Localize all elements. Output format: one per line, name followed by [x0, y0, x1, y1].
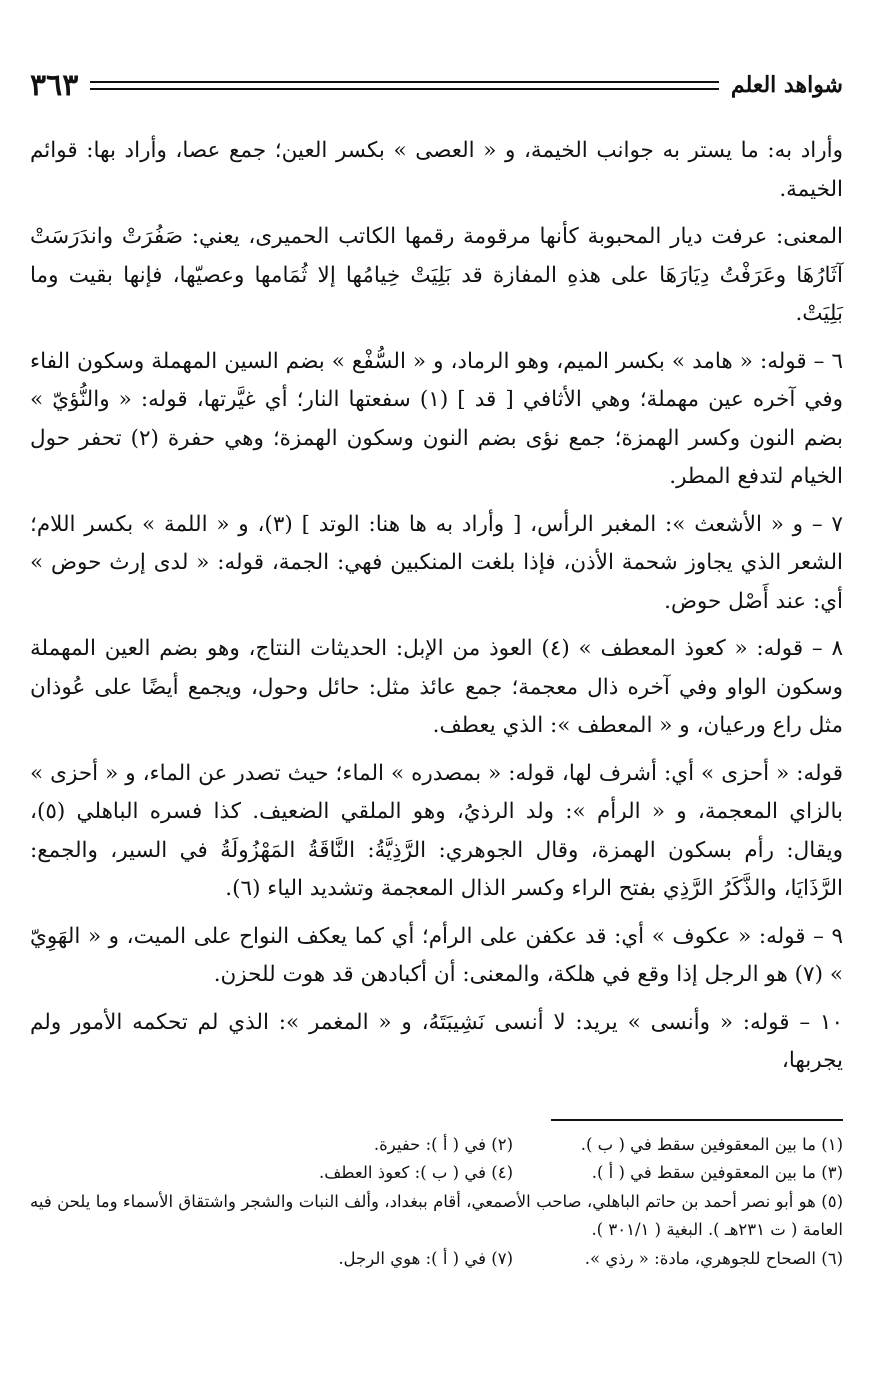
paragraph: المعنى: عرفت ديار المحبوبة كأنها مرقومة رقمها الكاتب الحميرى، يعني: صَفُرَتْ واندَرَسَتْ آثَارُهَا وعَرَفْتُ دِيَارَهَا على هذهِ المفازة قد بَلِيَتْ خِيامُها إلا ثُمَامها وعصيّها، فإنها بقيت وما بَلِيَتْ.	[30, 224, 843, 326]
book-page	[30, 60, 843, 1273]
main-text	[30, 132, 843, 1081]
header-rule	[90, 81, 719, 90]
paragraph: ٧ – و « الأشعث »: المغبر الرأس، [ وأراد به ها هنا: الوتد ] (٣)، و « اللمة » بكسر اللام؛ الشعر الذي يجاوز شحمة الأذن، فإذا بلغت المنكبين فهي: الجمة، قوله: « لدى إرث حوض » أي: عند أَصْل حوض.	[30, 511, 843, 614]
footnote: (٧) في ( أ ): هوي الرجل.	[338, 1248, 513, 1268]
footnote: (٤) في ( ب ): كعوذ العطف.	[319, 1163, 513, 1182]
page-number: ٣٦٣	[30, 67, 79, 103]
paragraph: ٦ – قوله: « هامد » بكسر الميم، وهو الرماد، و « السُّفْع » بضم السين المهملة وسكون الفاء وفي آخره عين مهملة؛ وهي الأثافي [ قد ] (١) سفعتها النار؛ أي غيَّرتها، قوله: « والنُّؤيّ » بضم النون وكسر الهمزة؛ جمع نؤى بضم النون وسكون الهمزة؛ وهي حفرة (٢) تحفر حول الخيام لتدفع المطر.	[30, 348, 843, 489]
paragraph: ٨ – قوله: « كعوذ المعطف » (٤) العوذ من الإبل: الحديثات النتاج، وهو بضم العين المهملة وسكون الواو وفي آخره ذال معجمة؛ جمع عائذ مثل: حائل وحول، ويجمع أيضًا على عُوذان مثل راع ورعيان، و « المعطف »: الذي يعطف.	[30, 636, 843, 738]
paragraph: وأراد به: ما يستر به جوانب الخيمة، و « العصى » بكسر العين؛ جمع عصا، وأراد بها: قوائم الخيمة.	[30, 138, 843, 202]
footnote-row	[30, 1131, 843, 1160]
footnote: (٣) ما بين المعقوفين سقط في ( أ ).	[591, 1163, 843, 1182]
footnote-row	[30, 1159, 843, 1188]
footnote: (٢) في ( أ ): حفيرة.	[373, 1134, 513, 1154]
footnote: (٦) الصحاح للجوهري، مادة: « رذي ».	[584, 1248, 843, 1268]
running-title: شواهد العلم	[730, 72, 843, 98]
footnote: (١) ما بين المعقوفين سقط في ( ب ).	[580, 1134, 843, 1154]
paragraph: ١٠ – قوله: « وأنسى » يريد: لا أنسى نَشِيبَتَهُ، و « المغمر »: الذي لم تحكمه الأمور ولم يجربها،	[30, 1009, 843, 1073]
footnote: (٥) هو أبو نصر أحمد بن حاتم الباهلي، صاحب الأصمعي، أقام ببغداد، وألف النبات والشجر واشتقاق الأسماء وما يلحن فيه العامة ( ت ٢٣١هـ ). البغية ( ٣٠١/١ ).	[30, 1191, 843, 1239]
page-header	[30, 60, 843, 110]
footnote-separator	[551, 1119, 843, 1121]
footnotes	[30, 1131, 843, 1274]
footnote-row	[30, 1245, 843, 1274]
paragraph: قوله: « أحزى » أي: أشرف لها، قوله: « بمصدره » الماء؛ حيث تصدر عن الماء، و « أحزى » بالزاي المعجمة، و « الرأم »: ولد الرذيُ، وهو الملقي الضعيف. كذا فسره الباهلي (٥)، ويقال: رأم بسكون الهمزة، وقال الجوهري: الرَّذِيَّةُ: النَّاقَةُ المَهْزُولَةُ في السير، والجمع: الرَّذَايَا، والذَّكَرُ الرَّذِي بفتح الراء وكسر الذال المعجمة وتشديد الياء (٦).	[30, 760, 843, 901]
paragraph: ٩ – قوله: « عكوف » أي: قد عكفن على الرأم؛ أي كما يعكف النواح على الميت، و « الهَوِيّ » (٧) هو الرجل إذا وقع في هلكة، والمعنى: أن أكبادهن قد هوت للحزن.	[30, 923, 843, 987]
